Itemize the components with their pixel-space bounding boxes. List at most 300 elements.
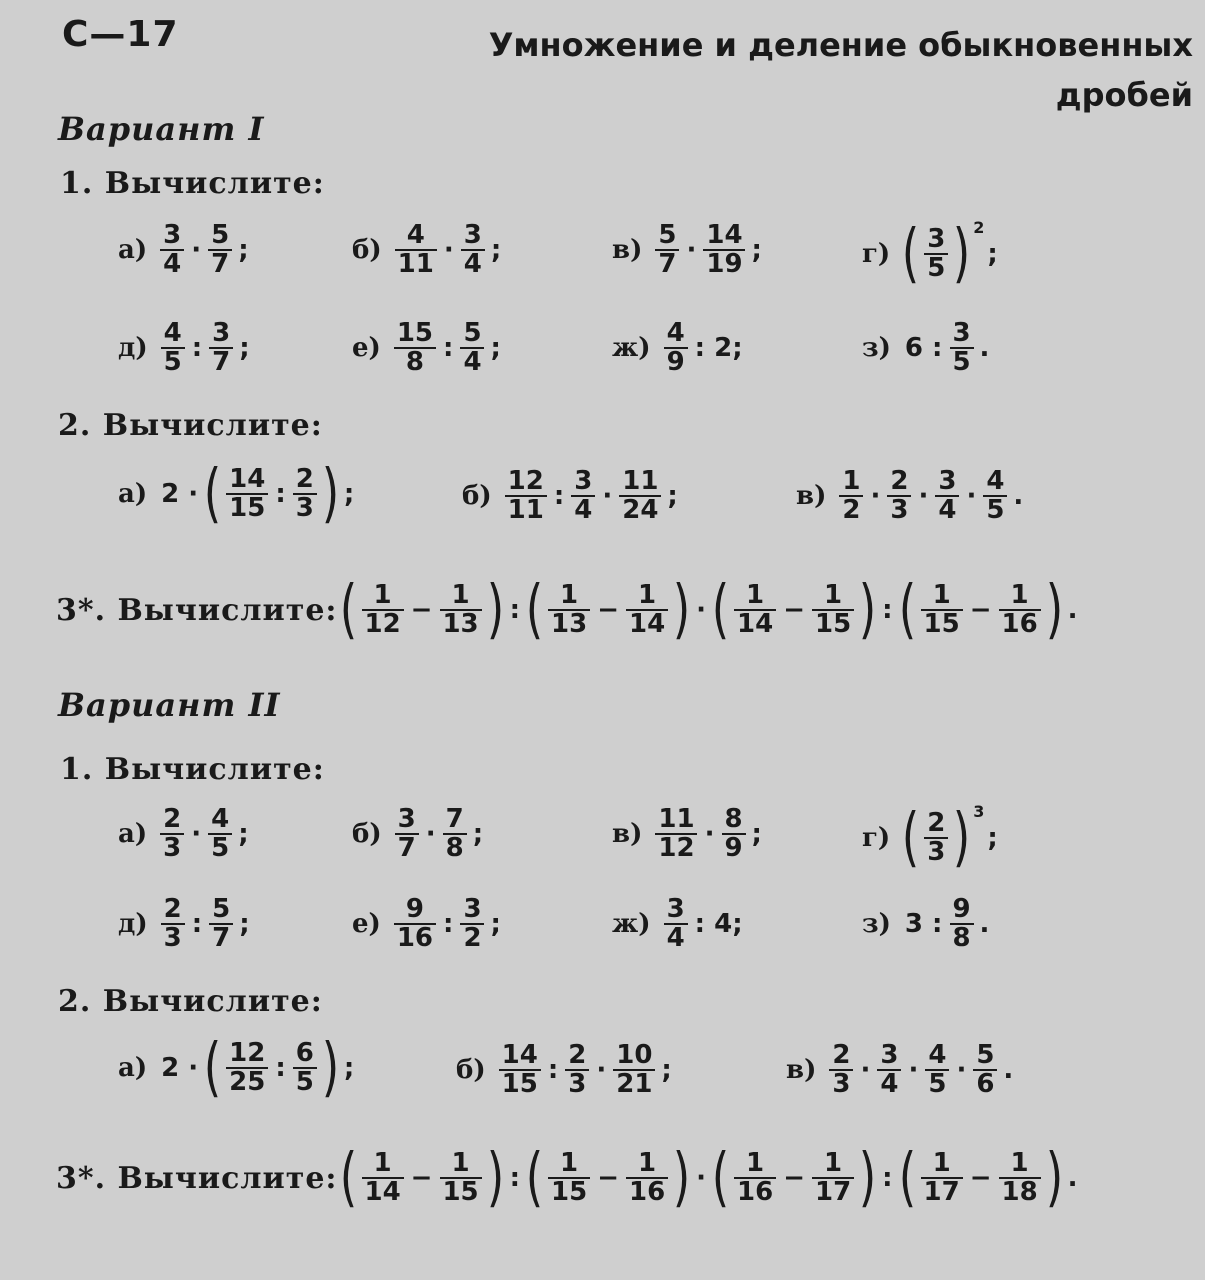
- fraction: [439, 579, 481, 639]
- operator: :: [443, 333, 454, 364]
- operator: ·: [596, 1055, 607, 1086]
- denominator: 5: [986, 495, 1005, 526]
- punctuation: .: [1013, 481, 1024, 512]
- denominator: 8: [445, 833, 464, 864]
- denominator: 24: [622, 495, 659, 526]
- left-paren: (: [711, 573, 730, 647]
- denominator: 16: [628, 1177, 666, 1207]
- exercise-item: [352, 320, 501, 377]
- fraction: [703, 222, 745, 279]
- fraction: [664, 320, 688, 377]
- denominator: 5: [928, 1069, 947, 1100]
- right-paren: ): [672, 1141, 691, 1215]
- denominator: 16: [1001, 609, 1038, 639]
- item-label: б): [352, 235, 382, 266]
- fraction: [983, 468, 1007, 525]
- numerator: 2: [927, 807, 946, 838]
- punctuation: ;: [490, 909, 501, 940]
- fraction: [999, 1147, 1041, 1207]
- exercise-item: [118, 896, 250, 953]
- left-paren: (: [203, 457, 222, 531]
- denominator: 8: [405, 347, 424, 378]
- numerator: 5: [463, 318, 482, 348]
- numerator: 5: [212, 894, 231, 924]
- punctuation: ;: [472, 819, 484, 850]
- left-paren: (: [339, 573, 357, 647]
- denominator: 7: [212, 923, 231, 954]
- fraction: [626, 579, 668, 639]
- fraction: [949, 896, 973, 953]
- exercise-item: [862, 801, 998, 875]
- fraction: [226, 463, 268, 523]
- operator: −: [969, 1163, 992, 1193]
- fraction: [924, 223, 948, 283]
- exercise-item: [612, 806, 762, 863]
- operator: −: [410, 595, 433, 625]
- right-paren: ): [1045, 1141, 1063, 1215]
- denominator: 8: [952, 923, 971, 954]
- numerator: 4: [928, 1040, 947, 1070]
- operator: −: [783, 595, 805, 625]
- denominator: 4: [666, 923, 685, 954]
- item-label: д): [118, 909, 148, 940]
- exercise-item: [612, 222, 762, 279]
- denominator: 12: [658, 833, 695, 864]
- numerator: 14: [706, 220, 743, 250]
- punctuation: ;: [751, 819, 762, 850]
- fraction: [664, 896, 688, 953]
- exercise-item: [352, 222, 501, 279]
- denominator: 4: [163, 249, 182, 280]
- numerator: 14: [229, 463, 266, 494]
- numerator: 1: [824, 579, 843, 610]
- item-label: ж): [612, 909, 651, 940]
- item-label: б): [352, 819, 382, 850]
- operator: −: [783, 1163, 805, 1193]
- item-label: е): [352, 909, 381, 940]
- punctuation: .: [979, 909, 990, 940]
- expression-lead: 6 :: [904, 333, 943, 364]
- left-paren: (: [898, 573, 916, 647]
- numerator: 1: [1010, 1147, 1029, 1178]
- denominator: 4: [938, 495, 957, 526]
- numerator: 2: [163, 804, 182, 834]
- numerator: 3: [574, 466, 593, 496]
- numerator: 1: [932, 1147, 951, 1178]
- fraction: [887, 468, 911, 525]
- right-paren: ): [486, 573, 504, 647]
- exercise-2c: [786, 1042, 1013, 1099]
- exercise-2a: [118, 457, 355, 531]
- right-paren: ): [672, 573, 691, 647]
- numerator: 1: [932, 579, 951, 610]
- punctuation: .: [1067, 1163, 1078, 1193]
- denominator: 11: [397, 249, 434, 280]
- expression-rest: : 2;: [694, 333, 743, 364]
- item-label: б): [462, 481, 492, 512]
- numerator: 3: [463, 220, 482, 250]
- numerator: 5: [658, 220, 677, 250]
- exercise-item: [862, 217, 998, 291]
- denominator: 2: [842, 495, 861, 526]
- operator: ·: [696, 595, 707, 625]
- operator: :: [553, 481, 565, 512]
- numerator: 2: [890, 466, 909, 496]
- variant-heading: Вариант I: [58, 110, 265, 148]
- denominator: 11: [507, 495, 544, 526]
- numerator: 3: [880, 1040, 899, 1070]
- denominator: 5: [211, 833, 230, 864]
- exercise-item: [862, 320, 989, 377]
- operator: :: [275, 1053, 286, 1083]
- numerator: 2: [163, 894, 182, 924]
- fraction: [161, 896, 185, 953]
- fraction: [439, 1147, 481, 1207]
- numerator: 1: [746, 1147, 765, 1178]
- fraction: [571, 468, 595, 525]
- numerator: 3: [666, 894, 685, 924]
- denominator: 9: [666, 347, 685, 378]
- numerator: 1: [1010, 579, 1029, 610]
- operator: :: [882, 1163, 893, 1193]
- item-label: е): [352, 333, 381, 364]
- operator: :: [191, 333, 203, 364]
- exercise-2b: [456, 1042, 672, 1099]
- denominator: 6: [976, 1069, 995, 1100]
- denominator: 9: [724, 833, 743, 864]
- fraction: [394, 320, 436, 377]
- denominator: 7: [397, 833, 416, 864]
- numerator: 3: [397, 804, 416, 834]
- item-label: д): [118, 333, 148, 364]
- numerator: 4: [211, 804, 230, 834]
- item-label: а): [118, 1053, 148, 1083]
- fraction: [548, 1147, 590, 1207]
- fraction: [460, 896, 484, 953]
- denominator: 3: [163, 923, 182, 954]
- fraction: [619, 468, 661, 525]
- numerator: 3: [938, 466, 957, 496]
- operator: :: [547, 1055, 559, 1086]
- numerator: 1: [373, 579, 392, 610]
- denominator: 4: [463, 347, 482, 378]
- fraction: [160, 222, 184, 279]
- operator: ·: [956, 1055, 967, 1086]
- operator: :: [509, 595, 521, 625]
- item-label: а): [118, 235, 148, 266]
- numerator: 6: [295, 1037, 314, 1068]
- exercise-item: [862, 896, 989, 953]
- numerator: 2: [568, 1040, 587, 1070]
- denominator: 4: [880, 1069, 899, 1100]
- denominator: 21: [616, 1069, 653, 1100]
- fraction: [949, 320, 973, 377]
- operator: :: [275, 479, 286, 509]
- punctuation: ;: [238, 819, 249, 850]
- fraction: [924, 807, 948, 867]
- right-paren: ): [1045, 573, 1063, 647]
- punctuation: .: [1003, 1055, 1014, 1086]
- fraction: [226, 1037, 268, 1097]
- fraction: [839, 468, 863, 525]
- fraction: [734, 579, 776, 639]
- title-line-2: дробей: [1055, 76, 1193, 114]
- fraction: [973, 1042, 997, 1099]
- numerator: 9: [405, 894, 424, 924]
- numerator: 10: [616, 1040, 653, 1070]
- numerator: 4: [406, 220, 425, 250]
- fraction: [921, 1147, 963, 1207]
- numerator: 3: [927, 223, 946, 254]
- numerator: 3: [463, 894, 482, 924]
- denominator: 3: [163, 833, 182, 864]
- fraction: [999, 579, 1041, 639]
- denominator: 17: [923, 1177, 960, 1207]
- numerator: 3: [212, 318, 231, 348]
- exercise-3: [56, 573, 1078, 647]
- fraction: [161, 320, 185, 377]
- right-paren: ): [321, 457, 340, 531]
- fraction: [209, 896, 233, 953]
- punctuation: ;: [239, 333, 250, 364]
- fraction: [499, 1042, 541, 1099]
- fraction: [394, 896, 436, 953]
- expression-lead: 2 ·: [161, 479, 199, 509]
- left-paren: (: [525, 1141, 544, 1215]
- fraction: [209, 320, 233, 377]
- denominator: 5: [163, 347, 182, 378]
- punctuation: ;: [661, 1055, 672, 1086]
- numerator: 5: [211, 220, 230, 250]
- fraction: [877, 1042, 901, 1099]
- item-label: а): [118, 479, 148, 509]
- operator: ·: [425, 819, 436, 850]
- operator: ·: [191, 235, 202, 266]
- punctuation: .: [979, 333, 990, 364]
- right-paren: ): [858, 573, 877, 647]
- task1-title: 1. Вычислите:: [60, 166, 325, 201]
- left-paren: (: [525, 573, 544, 647]
- numerator: 1: [451, 579, 470, 610]
- punctuation: ;: [490, 235, 502, 266]
- fraction: [812, 1147, 854, 1207]
- operator: :: [882, 595, 893, 625]
- expression-lead: 3 :: [904, 909, 943, 940]
- denominator: 2: [463, 923, 482, 954]
- exercise-item: [118, 222, 249, 279]
- fraction: [208, 222, 232, 279]
- denominator: 15: [814, 609, 852, 639]
- task3-title: 3*. Вычислите:: [56, 1160, 338, 1196]
- fraction: [812, 579, 854, 639]
- numerator: 1: [560, 1147, 579, 1178]
- exponent: 2: [973, 218, 985, 237]
- task3-title: 3*. Вычислите:: [56, 592, 338, 628]
- denominator: 16: [737, 1177, 774, 1207]
- denominator: 15: [551, 1177, 588, 1207]
- denominator: 3: [927, 837, 946, 867]
- section-code: С—17: [62, 14, 179, 55]
- fraction: [293, 463, 317, 523]
- fraction: [461, 222, 485, 279]
- denominator: 15: [229, 493, 266, 523]
- left-paren: (: [711, 1141, 730, 1215]
- numerator: 7: [445, 804, 464, 834]
- right-paren: ): [953, 217, 971, 291]
- denominator: 25: [229, 1067, 266, 1097]
- fraction: [655, 222, 679, 279]
- denominator: 3: [295, 493, 314, 523]
- denominator: 14: [737, 609, 774, 639]
- punctuation: ;: [239, 909, 250, 940]
- operator: ·: [704, 819, 715, 850]
- denominator: 5: [952, 347, 971, 378]
- task1-title: 1. Вычислите:: [60, 752, 325, 787]
- exponent: 3: [973, 802, 985, 821]
- fraction: [721, 806, 745, 863]
- fraction: [565, 1042, 589, 1099]
- fraction: [734, 1147, 776, 1207]
- task2-title: 2. Вычислите:: [58, 408, 323, 443]
- fraction: [626, 1147, 668, 1207]
- numerator: 12: [229, 1037, 266, 1068]
- left-paren: (: [339, 1141, 357, 1215]
- punctuation: ;: [987, 239, 998, 269]
- punctuation: ;: [751, 235, 762, 266]
- numerator: 9: [952, 894, 971, 924]
- numerator: 12: [507, 466, 544, 496]
- operator: ·: [686, 235, 697, 266]
- item-label: б): [456, 1055, 486, 1086]
- exercise-item: [352, 896, 501, 953]
- denominator: 16: [396, 923, 434, 954]
- fraction: [613, 1042, 655, 1099]
- variant-2: [0, 686, 1205, 1280]
- exercise-2b: [462, 468, 678, 525]
- denominator: 7: [658, 249, 677, 280]
- denominator: 4: [574, 495, 593, 526]
- punctuation: ;: [343, 1053, 355, 1083]
- fraction: [443, 806, 467, 863]
- denominator: 3: [568, 1069, 587, 1100]
- numerator: 5: [976, 1040, 995, 1070]
- numerator: 4: [163, 318, 182, 348]
- operator: ·: [908, 1055, 919, 1086]
- denominator: 15: [923, 609, 960, 639]
- item-label: в): [796, 481, 827, 512]
- numerator: 1: [746, 579, 765, 610]
- numerator: 3: [952, 318, 971, 348]
- variant-heading: Вариант II: [58, 686, 281, 724]
- denominator: 19: [706, 249, 743, 280]
- denominator: 3: [832, 1069, 851, 1100]
- denominator: 12: [364, 609, 401, 639]
- punctuation: ;: [490, 333, 501, 364]
- numerator: 1: [638, 1147, 657, 1178]
- numerator: 15: [396, 318, 434, 348]
- item-label: в): [786, 1055, 817, 1086]
- fraction: [548, 579, 590, 639]
- numerator: 1: [638, 579, 657, 610]
- task2-title: 2. Вычислите:: [58, 984, 323, 1019]
- item-label: в): [612, 819, 643, 850]
- exercise-3: [56, 1141, 1078, 1215]
- item-label: з): [862, 909, 891, 940]
- item-label: ж): [612, 333, 651, 364]
- denominator: 7: [212, 347, 231, 378]
- right-paren: ): [858, 1141, 877, 1215]
- denominator: 13: [551, 609, 588, 639]
- item-label: а): [118, 819, 148, 850]
- fraction: [293, 1037, 317, 1097]
- operator: ·: [966, 481, 977, 512]
- operator: ·: [860, 1055, 871, 1086]
- right-paren: ): [486, 1141, 504, 1215]
- fraction: [395, 806, 419, 863]
- operator: ·: [443, 235, 454, 266]
- operator: −: [597, 595, 619, 625]
- fraction: [395, 222, 437, 279]
- numerator: 14: [501, 1040, 538, 1070]
- numerator: 1: [451, 1147, 470, 1178]
- numerator: 4: [666, 318, 685, 348]
- exercise-item: [118, 806, 249, 863]
- operator: −: [410, 1163, 433, 1193]
- denominator: 7: [211, 249, 230, 280]
- denominator: 18: [1001, 1177, 1038, 1207]
- operator: ·: [918, 481, 929, 512]
- fraction: [208, 806, 232, 863]
- numerator: 1: [560, 579, 579, 610]
- operator: :: [509, 1163, 521, 1193]
- fraction: [921, 579, 963, 639]
- item-label: з): [862, 333, 891, 364]
- punctuation: ;: [238, 235, 249, 266]
- operator: −: [969, 595, 992, 625]
- denominator: 15: [442, 1177, 479, 1207]
- exercise-item: [612, 320, 747, 377]
- denominator: 14: [628, 609, 666, 639]
- denominator: 3: [890, 495, 909, 526]
- left-paren: (: [901, 217, 920, 291]
- denominator: 4: [463, 249, 482, 280]
- numerator: 4: [986, 466, 1005, 496]
- numerator: 1: [824, 1147, 843, 1178]
- punctuation: ;: [343, 479, 355, 509]
- left-paren: (: [898, 1141, 916, 1215]
- fraction: [925, 1042, 949, 1099]
- exercise-item: [612, 896, 747, 953]
- punctuation: .: [1067, 595, 1078, 625]
- exercise-item: [118, 320, 250, 377]
- denominator: 13: [442, 609, 479, 639]
- numerator: 8: [724, 804, 743, 834]
- denominator: 5: [927, 253, 946, 283]
- fraction: [361, 1147, 403, 1207]
- operator: ·: [696, 1163, 707, 1193]
- expression-rest: : 4;: [694, 909, 743, 940]
- item-label: г): [862, 823, 891, 853]
- denominator: 15: [501, 1069, 538, 1100]
- right-paren: ): [321, 1031, 340, 1105]
- left-paren: (: [203, 1031, 222, 1105]
- numerator: 11: [658, 804, 695, 834]
- operator: −: [597, 1163, 619, 1193]
- exercise-2c: [796, 468, 1023, 525]
- expression-lead: 2 ·: [161, 1053, 199, 1083]
- denominator: 17: [814, 1177, 852, 1207]
- fraction: [935, 468, 959, 525]
